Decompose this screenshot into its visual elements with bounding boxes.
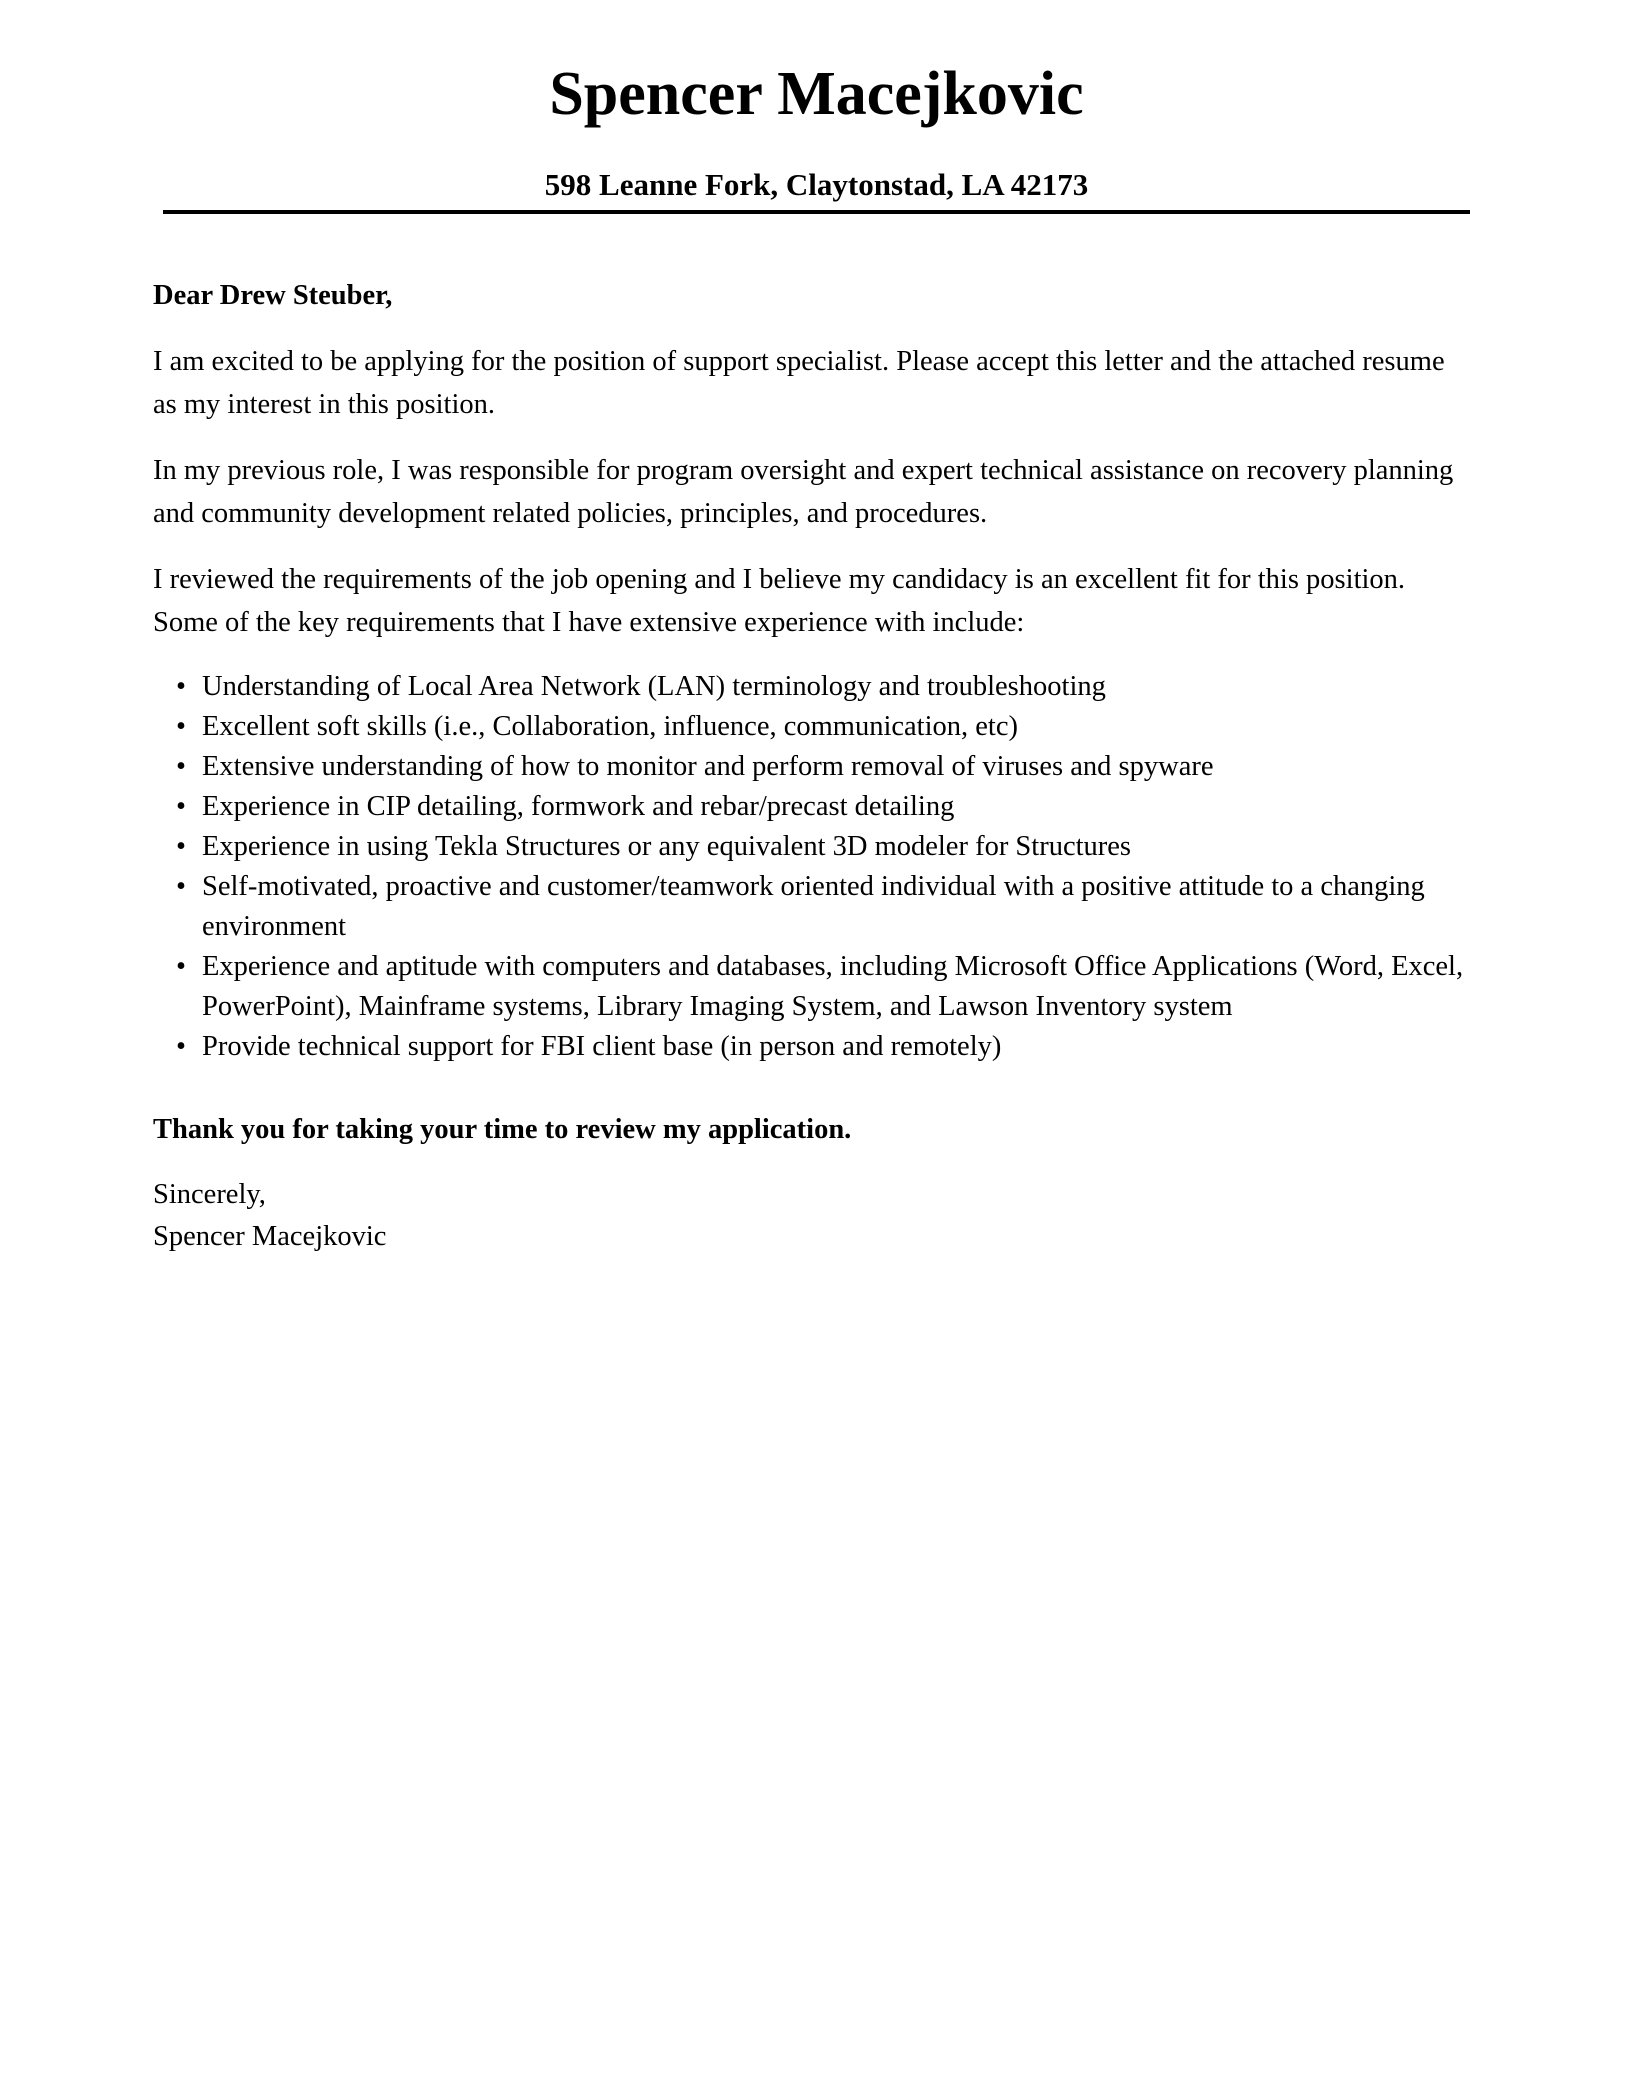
list-item-text: Extensive understanding of how to monitor and perform removal of viruses and spyware — [202, 751, 1214, 782]
list-item-text: Provide technical support for FBI client base (in person and remotely) — [202, 1031, 1002, 1062]
requirements-list — [153, 667, 1473, 1067]
list-item-text: Self-motivated, proactive and customer/teamwork oriented individual with a positive attitude to a changing environment — [202, 871, 1425, 942]
list-item-text: Excellent soft skills (i.e., Collaboration, influence, communication, etc) — [202, 711, 1018, 742]
list-item-text: Experience and aptitude with computers and databases, including Microsoft Office Applications (Word, Excel, PowerPoint), Mainframe systems, Library Imaging System, and Lawson Inventory system — [202, 951, 1464, 1022]
list-item — [153, 707, 1473, 747]
bullet-icon: • — [176, 751, 186, 782]
sender-name: Spencer Macejkovic — [549, 60, 1084, 128]
list-item — [153, 667, 1473, 707]
sender-address: 598 Leanne Fork, Claytonstad, LA 42173 — [544, 167, 1089, 202]
list-item-text: Understanding of Local Area Network (LAN) terminology and troubleshooting — [202, 671, 1106, 702]
bullet-icon: • — [176, 791, 186, 822]
closing-line: Thank you for taking your time to review my application. — [153, 1114, 852, 1145]
list-item — [153, 867, 1473, 947]
bullet-icon: • — [176, 831, 186, 862]
list-item — [153, 827, 1473, 867]
paragraph-requirements-intro: I reviewed the requirements of the job opening and I believe my candidacy is an excellent fit for this position. Some of the key requirements that I have extensive experience with include: — [153, 564, 1406, 638]
bullet-icon: • — [176, 711, 186, 742]
paragraph-intro: I am excited to be applying for the position of support specialist. Please accept this letter and the attached resume as my interest in this position. — [153, 346, 1445, 420]
bullet-icon: • — [176, 951, 186, 982]
bullet-icon: • — [176, 671, 186, 702]
list-item-text: Experience in using Tekla Structures or any equivalent 3D modeler for Structures — [202, 831, 1131, 862]
signoff: Sincerely, — [153, 1179, 266, 1210]
list-item — [153, 747, 1473, 787]
paragraph-previous-role: In my previous role, I was responsible for program oversight and expert technical assistance on recovery planning and community development related policies, principles, and procedures. — [153, 455, 1454, 529]
letter-body — [153, 274, 1473, 1258]
list-item-text: Experience in CIP detailing, formwork and rebar/precast detailing — [202, 791, 955, 822]
list-item — [153, 1027, 1473, 1067]
salutation: Dear Drew Steuber, — [153, 280, 393, 311]
list-item — [153, 947, 1473, 1027]
signature-name: Spencer Macejkovic — [153, 1221, 387, 1252]
bullet-icon: • — [176, 871, 186, 902]
bullet-icon: • — [176, 1031, 186, 1062]
header-divider — [163, 210, 1470, 214]
list-item — [153, 787, 1473, 827]
